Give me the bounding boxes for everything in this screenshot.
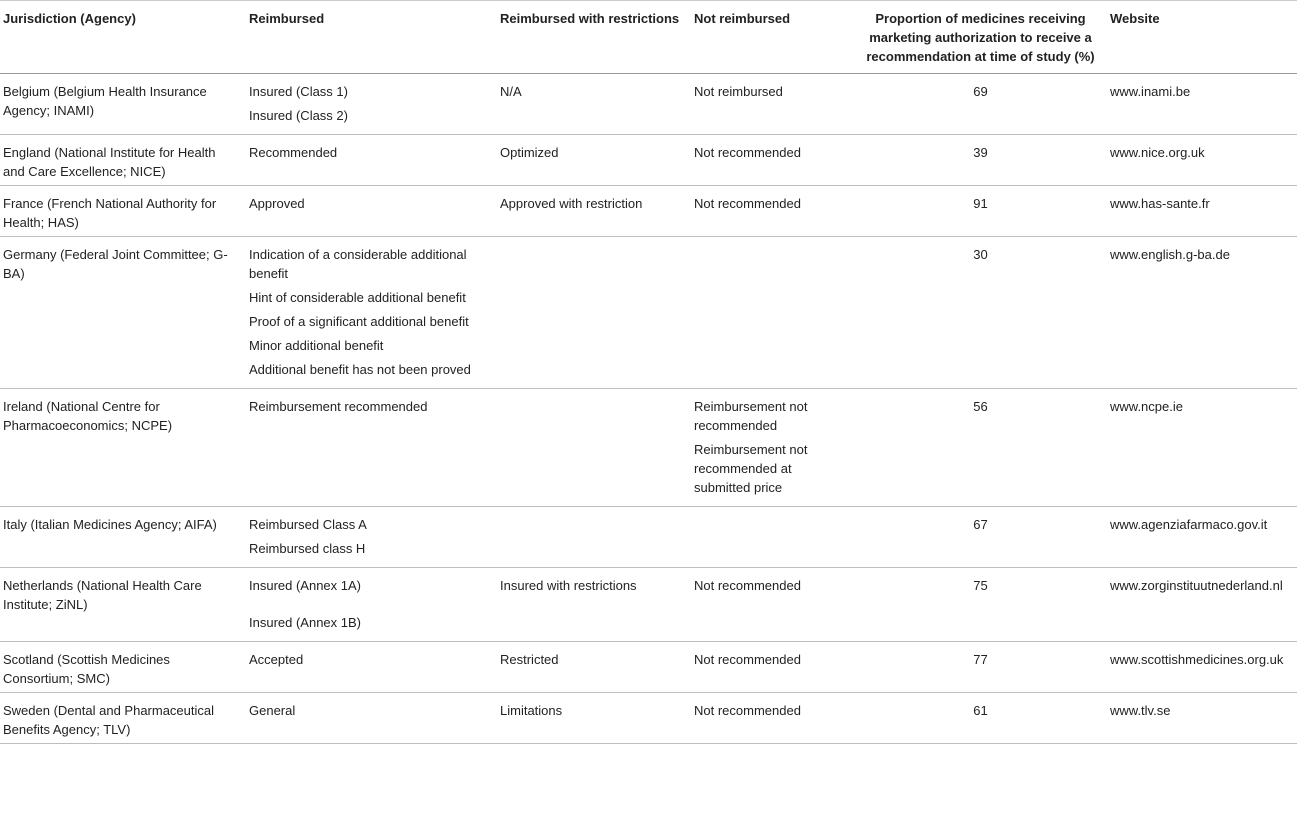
cell-proportion: 91 [851, 186, 1110, 237]
jurisdiction-text: Scotland (Scottish Medicines Consortium; SMC) [3, 652, 170, 686]
cell-not-reimbursed [694, 74, 851, 135]
reimbursed-item: Hint of considerable additional benefit [249, 290, 466, 305]
reimbursed-item: Minor additional benefit [249, 338, 384, 353]
cell-restricted [500, 642, 694, 693]
table-row [0, 507, 1297, 568]
table-row [0, 693, 1297, 744]
table-body [0, 74, 1297, 744]
cell-jurisdiction [0, 693, 249, 744]
cell-website: www.agenziafarmaco.gov.it [1110, 507, 1297, 568]
cell-reimbursed [249, 135, 500, 186]
jurisdiction-text: Netherlands (National Health Care Institute; ZiNL) [3, 578, 202, 612]
restricted-item: Restricted [500, 652, 559, 667]
cell-proportion: 77 [851, 642, 1110, 693]
header-row [0, 1, 1297, 74]
header-reimbursed: Reimbursed [249, 1, 500, 74]
not-reimbursed-item: Not reimbursed [694, 84, 783, 99]
not-reimbursed-item: Not recommended [694, 196, 801, 211]
reimbursed-item: Additional benefit has not been proved [249, 362, 471, 377]
cell-restricted [500, 186, 694, 237]
cell-reimbursed [249, 568, 500, 642]
table-row [0, 186, 1297, 237]
cell-proportion: 75 [851, 568, 1110, 642]
not-reimbursed-item: Not recommended [694, 703, 801, 718]
cell-not-reimbursed [694, 507, 851, 568]
cell-website: www.zorginstituutnederland.nl [1110, 568, 1297, 642]
cell-not-reimbursed [694, 568, 851, 642]
cell-restricted [500, 389, 694, 507]
header-not-reimbursed: Not reimbursed [694, 1, 851, 74]
cell-proportion: 30 [851, 237, 1110, 389]
cell-website: www.scottishmedicines.org.uk [1110, 642, 1297, 693]
cell-jurisdiction [0, 135, 249, 186]
cell-jurisdiction [0, 507, 249, 568]
jurisdiction-text: Ireland (National Centre for Pharmacoeconomics; NCPE) [3, 399, 173, 433]
cell-not-reimbursed [694, 135, 851, 186]
restricted-item: Insured with restrictions [500, 578, 637, 593]
not-reimbursed-item: Reimbursement not recommended at submitted price [694, 442, 808, 495]
table-row [0, 135, 1297, 186]
reimbursed-item: Insured (Class 1) [249, 84, 348, 99]
reimbursed-item: Indication of a considerable additional benefit [249, 247, 467, 281]
cell-website: www.nice.org.uk [1110, 135, 1297, 186]
table-row [0, 74, 1297, 135]
cell-proportion: 61 [851, 693, 1110, 744]
cell-reimbursed [249, 642, 500, 693]
restricted-item: Optimized [500, 145, 559, 160]
reimbursed-item: Approved [249, 196, 305, 211]
table-row [0, 642, 1297, 693]
cell-reimbursed [249, 389, 500, 507]
cell-proportion: 69 [851, 74, 1110, 135]
cell-website: www.ncpe.ie [1110, 389, 1297, 507]
jurisdiction-text: Germany (Federal Joint Committee; G-BA) [3, 247, 228, 281]
jurisdiction-text: Italy (Italian Medicines Agency; AIFA) [3, 517, 217, 532]
cell-restricted [500, 74, 694, 135]
cell-restricted [500, 568, 694, 642]
reimbursed-item: Insured (Annex 1A) [249, 578, 362, 593]
cell-jurisdiction [0, 642, 249, 693]
reimbursed-item: Recommended [249, 145, 338, 160]
cell-reimbursed [249, 186, 500, 237]
header-proportion-text: Proportion of medicines receiving marketing authorization to receive a recommendation at time of study (%) [866, 11, 1095, 64]
cell-restricted [500, 693, 694, 744]
cell-restricted [500, 237, 694, 389]
header-website: Website [1110, 1, 1297, 74]
table-row [0, 568, 1297, 642]
cell-website: www.tlv.se [1110, 693, 1297, 744]
restricted-item: Approved with restriction [500, 196, 643, 211]
cell-website: www.english.g-ba.de [1110, 237, 1297, 389]
cell-website: www.inami.be [1110, 74, 1297, 135]
cell-proportion: 39 [851, 135, 1110, 186]
cell-proportion: 56 [851, 389, 1110, 507]
cell-jurisdiction [0, 74, 249, 135]
cell-jurisdiction [0, 186, 249, 237]
reimbursed-item: Reimbursed Class A [249, 517, 367, 532]
reimbursed-item: Proof of a significant additional benefit [249, 314, 469, 329]
restricted-item: Limitations [500, 703, 563, 718]
header-reimbursed-with-restrictions: Reimbursed with restrictions [500, 1, 694, 74]
table-row [0, 389, 1297, 507]
reimbursed-item: Accepted [249, 652, 304, 667]
restricted-item: N/A [500, 84, 522, 99]
table-header [0, 1, 1297, 74]
spacer [249, 600, 481, 613]
cell-reimbursed [249, 507, 500, 568]
reimbursed-item: General [249, 703, 296, 718]
cell-reimbursed [249, 74, 500, 135]
cell-jurisdiction [0, 389, 249, 507]
cell-proportion: 67 [851, 507, 1110, 568]
cell-not-reimbursed [694, 693, 851, 744]
cell-restricted [500, 507, 694, 568]
not-reimbursed-item: Not recommended [694, 145, 801, 160]
header-proportion [851, 1, 1110, 74]
reimbursed-item: Reimbursement recommended [249, 399, 428, 414]
cell-website: www.has-sante.fr [1110, 186, 1297, 237]
cell-restricted [500, 135, 694, 186]
jurisdiction-text: England (National Institute for Health and Care Excellence; NICE) [3, 145, 216, 179]
cell-not-reimbursed [694, 237, 851, 389]
not-reimbursed-item: Not recommended [694, 652, 801, 667]
header-jurisdiction: Jurisdiction (Agency) [0, 1, 249, 74]
cell-jurisdiction [0, 568, 249, 642]
not-reimbursed-item: Not recommended [694, 578, 801, 593]
cell-not-reimbursed [694, 186, 851, 237]
jurisdiction-text: Belgium (Belgium Health Insurance Agency; INAMI) [3, 84, 207, 118]
cell-reimbursed [249, 237, 500, 389]
cell-reimbursed [249, 693, 500, 744]
cell-jurisdiction [0, 237, 249, 389]
jurisdiction-text: France (French National Authority for Health; HAS) [3, 196, 217, 230]
not-reimbursed-item: Reimbursement not recommended [694, 399, 808, 433]
reimbursed-item: Insured (Class 2) [249, 108, 348, 123]
cell-not-reimbursed [694, 389, 851, 507]
reimbursed-item: Reimbursed class H [249, 541, 366, 556]
cell-not-reimbursed [694, 642, 851, 693]
table-row [0, 237, 1297, 389]
reimbursed-item: Insured (Annex 1B) [249, 615, 362, 630]
jurisdiction-text: Sweden (Dental and Pharmaceutical Benefits Agency; TLV) [3, 703, 215, 737]
